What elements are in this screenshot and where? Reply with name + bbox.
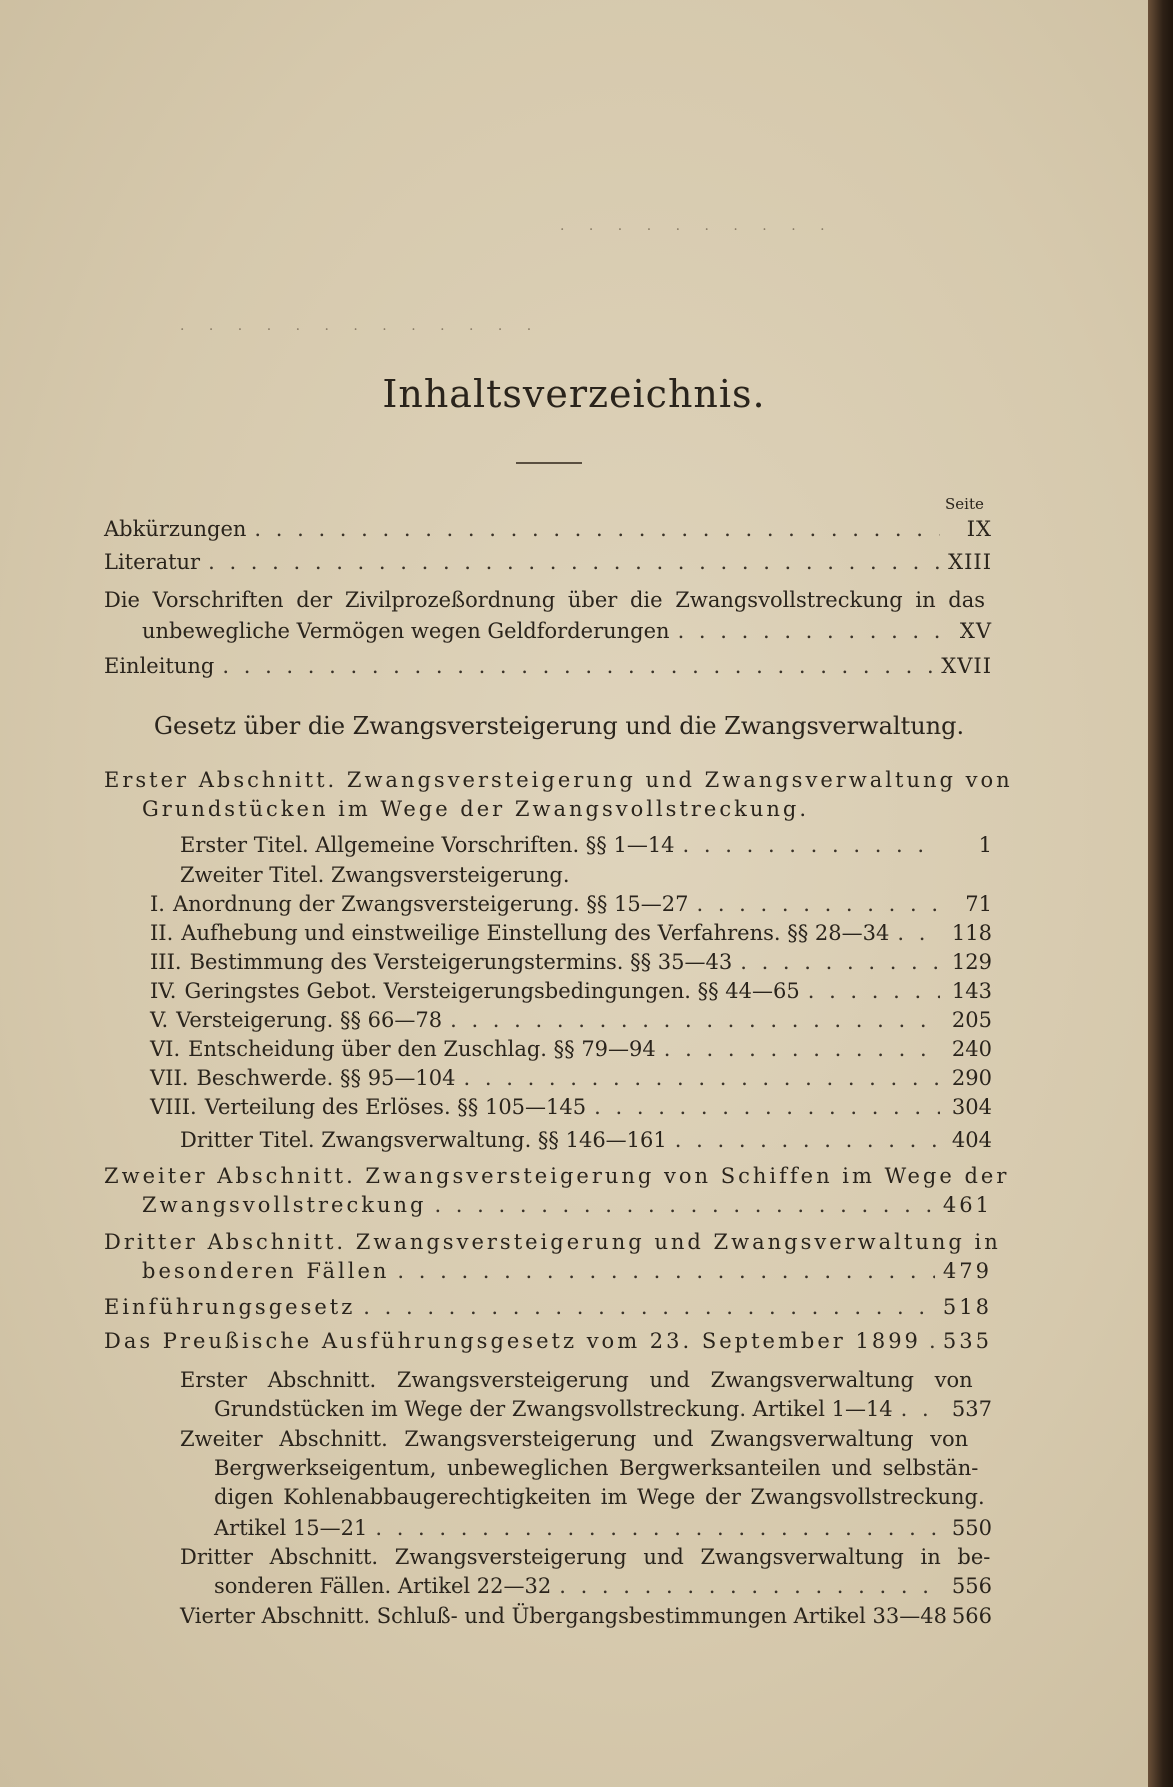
- toc-entry[interactable]: [142, 1257, 992, 1286]
- toc-entry-number: VII.: [150, 1066, 189, 1090]
- toc-entry-label-line2: besonderen Fällen: [142, 1259, 390, 1283]
- toc-entry-page: 404: [951, 1128, 992, 1152]
- toc-entry-label: Entscheidung über den Zuschlag. §§ 79—94: [188, 1037, 656, 1061]
- toc-entry-page: 556: [951, 1574, 992, 1598]
- dot-leader: [450, 1006, 940, 1035]
- toc-entry-page: 71: [965, 892, 992, 916]
- toc-entry-label: Aufhebung und einstweilige Einstellung des Verfahrens. §§ 28—34: [181, 921, 890, 945]
- toc-entry-page: 518: [942, 1295, 992, 1319]
- dot-leader: [208, 548, 940, 577]
- dot-leader: [222, 652, 933, 681]
- toc-entry-page: 304: [951, 1095, 992, 1119]
- toc-entry-label: Einführungsgesetz: [104, 1295, 356, 1319]
- toc-entry[interactable]: [104, 515, 992, 544]
- dot-leader: [808, 977, 940, 1006]
- toc-entry-label: Anordnung der Zwangsversteigerung. §§ 15—27: [172, 892, 689, 916]
- toc-entry-page: 537: [951, 1397, 992, 1421]
- subsection-line[interactable]: Bergwerkseigentum, unbeweglichen Bergwerksanteilen und selbstän-: [214, 1456, 979, 1480]
- toc-entry[interactable]: [150, 977, 992, 1006]
- toc-entry-number: I.: [150, 892, 165, 916]
- dot-leader: [901, 1395, 940, 1424]
- toc-entry[interactable]: [180, 1126, 992, 1155]
- dot-leader: [464, 1064, 940, 1093]
- toc-entry-label: Abkürzungen: [104, 517, 247, 541]
- toc-entry-page: XV: [959, 619, 992, 643]
- toc-entry[interactable]: [142, 617, 992, 646]
- toc-entry-label: Grundstücken im Wege der Zwangsvollstreckung. Artikel 1—14: [214, 1397, 893, 1421]
- toc-entry-number: VIII.: [150, 1095, 197, 1119]
- toc-entry-page: XIII: [948, 550, 992, 574]
- toc-entry-page: 535: [942, 1329, 992, 1353]
- toc-entry[interactable]: [150, 1035, 992, 1064]
- toc-entry-label: Versteigerung. §§ 66—78: [176, 1008, 443, 1032]
- dot-leader: [740, 948, 940, 977]
- book-gutter-edge: [1148, 0, 1173, 1787]
- toc-entry-label-line2: unbewegliche Vermögen wegen Geldforderungen: [142, 619, 670, 643]
- toc-entry-label: Das Preußische Ausführungsgesetz vom 23. September 1899: [104, 1329, 921, 1353]
- toc-entry[interactable]: [150, 1093, 992, 1122]
- toc-entry-number: II.: [150, 921, 174, 945]
- toc-entry-page: 205: [951, 1008, 992, 1032]
- toc-entry-page: 143: [951, 979, 992, 1003]
- law-heading: Gesetz über die Zwangsversteigerung und die Zwangsverwaltung.: [153, 712, 965, 740]
- toc-entry-number: III.: [150, 950, 182, 974]
- toc-entry-number: IV.: [150, 979, 177, 1003]
- page-title: Inhaltsverzeichnis.: [382, 372, 766, 416]
- toc-entry[interactable]: [150, 1064, 992, 1093]
- section-heading-line1[interactable]: Erster Abschnitt. Zwangsversteigerung und Zwangsverwaltung von: [104, 768, 1013, 792]
- toc-entry-label: Verteilung des Erlöses. §§ 105—145: [204, 1095, 587, 1119]
- dot-leader: [683, 831, 940, 860]
- toc-entry-page: 1: [978, 833, 992, 857]
- toc-entry-label-line1[interactable]: Die Vorschriften der Zivilprozeßordnung über die Zwangsvollstreckung in das: [104, 588, 986, 612]
- subsection-line[interactable]: Dritter Abschnitt. Zwangsversteigerung und Zwangsverwaltung in be-: [180, 1545, 991, 1569]
- toc-entry-label: Erster Titel. Allgemeine Vorschriften. §§ 1—14: [180, 833, 675, 857]
- section-heading-line1[interactable]: Dritter Abschnitt. Zwangsversteigerung und Zwangsverwaltung in: [104, 1230, 1001, 1254]
- toc-entry-label: Artikel 15—21: [214, 1516, 368, 1540]
- toc-entry-label: Vierter Abschnitt. Schluß- und Übergangsbestimmungen Artikel 33—48: [180, 1604, 947, 1628]
- toc-entry[interactable]: [104, 1327, 992, 1356]
- toc-entry[interactable]: [150, 948, 992, 977]
- subsection-line[interactable]: Erster Abschnitt. Zwangsversteigerung und Zwangsverwaltung von: [180, 1368, 973, 1392]
- toc-entry[interactable]: [104, 652, 992, 681]
- paper-speck-row: · · · · · · · · · ·: [560, 222, 835, 238]
- subsection-line[interactable]: digen Kohlenabbaugerechtigkeiten im Wege der Zwangsvollstreckung.: [214, 1485, 985, 1509]
- toc-entry-page: 240: [951, 1037, 992, 1061]
- toc-entry-label: Beschwerde. §§ 95—104: [196, 1066, 456, 1090]
- toc-entry[interactable]: [150, 919, 992, 948]
- toc-entry-label: Dritter Titel. Zwangsverwaltung. §§ 146—161: [180, 1128, 667, 1152]
- title-divider: [516, 462, 582, 464]
- dot-leader: [594, 1093, 940, 1122]
- dot-leader: [678, 617, 940, 646]
- page-column-header: Seite: [945, 495, 984, 513]
- toc-entry-page: 566: [951, 1604, 992, 1628]
- toc-entry-number: VI.: [150, 1037, 181, 1061]
- title-heading[interactable]: Zweiter Titel. Zwangsversteigerung.: [180, 863, 570, 887]
- section-heading-line1[interactable]: Zweiter Abschnitt. Zwangsversteigerung von Schiffen im Wege der: [104, 1164, 1010, 1188]
- toc-entry[interactable]: [150, 1006, 992, 1035]
- dot-leader: [375, 1514, 940, 1543]
- dot-leader: [254, 515, 940, 544]
- toc-entry-page: XVII: [941, 654, 992, 678]
- toc-entry[interactable]: [214, 1514, 992, 1543]
- toc-entry[interactable]: [104, 548, 992, 577]
- dot-leader: [929, 1327, 935, 1356]
- toc-entry-number: V.: [150, 1008, 169, 1032]
- dot-leader: [664, 1035, 940, 1064]
- toc-entry-page: 479: [942, 1259, 992, 1283]
- toc-entry-label: Literatur: [104, 550, 201, 574]
- dot-leader: [696, 890, 940, 919]
- toc-entry[interactable]: [150, 890, 992, 919]
- toc-entry-label: Bestimmung des Versteigerungstermins. §§ 35—43: [189, 950, 733, 974]
- toc-entry[interactable]: [214, 1395, 992, 1424]
- toc-entry-page: 550: [951, 1516, 992, 1540]
- toc-entry-page: 461: [942, 1193, 992, 1217]
- dot-leader: [559, 1572, 940, 1601]
- toc-entry[interactable]: [104, 1293, 992, 1322]
- paper-speck-row: · · · · · · · · · · · · ·: [180, 322, 542, 338]
- section-heading-line2[interactable]: Grundstücken im Wege der Zwangsvollstreckung.: [142, 797, 810, 821]
- toc-entry[interactable]: [214, 1572, 992, 1601]
- dot-leader: [363, 1293, 935, 1322]
- dot-leader: [897, 919, 940, 948]
- toc-entry-page: 129: [951, 950, 992, 974]
- toc-entry-label: Geringstes Gebot. Versteigerungsbedingungen. §§ 44—65: [184, 979, 800, 1003]
- dot-leader: [675, 1126, 940, 1155]
- toc-entry-page: 118: [951, 921, 992, 945]
- dot-leader: [397, 1257, 935, 1286]
- toc-entry-page: 290: [951, 1066, 992, 1090]
- toc-entry-label: Einleitung: [104, 654, 215, 678]
- toc-entry[interactable]: [180, 1602, 992, 1631]
- dot-leader: [434, 1191, 934, 1220]
- toc-entry[interactable]: [142, 1191, 992, 1220]
- toc-entry[interactable]: [180, 831, 992, 860]
- toc-entry-label-line2: Zwangsvollstreckung: [142, 1193, 427, 1217]
- toc-entry-page: IX: [966, 517, 992, 541]
- toc-entry-label: sonderen Fällen. Artikel 22—32: [214, 1574, 552, 1598]
- subsection-line[interactable]: Zweiter Abschnitt. Zwangsversteigerung und Zwangsverwaltung von: [180, 1427, 969, 1451]
